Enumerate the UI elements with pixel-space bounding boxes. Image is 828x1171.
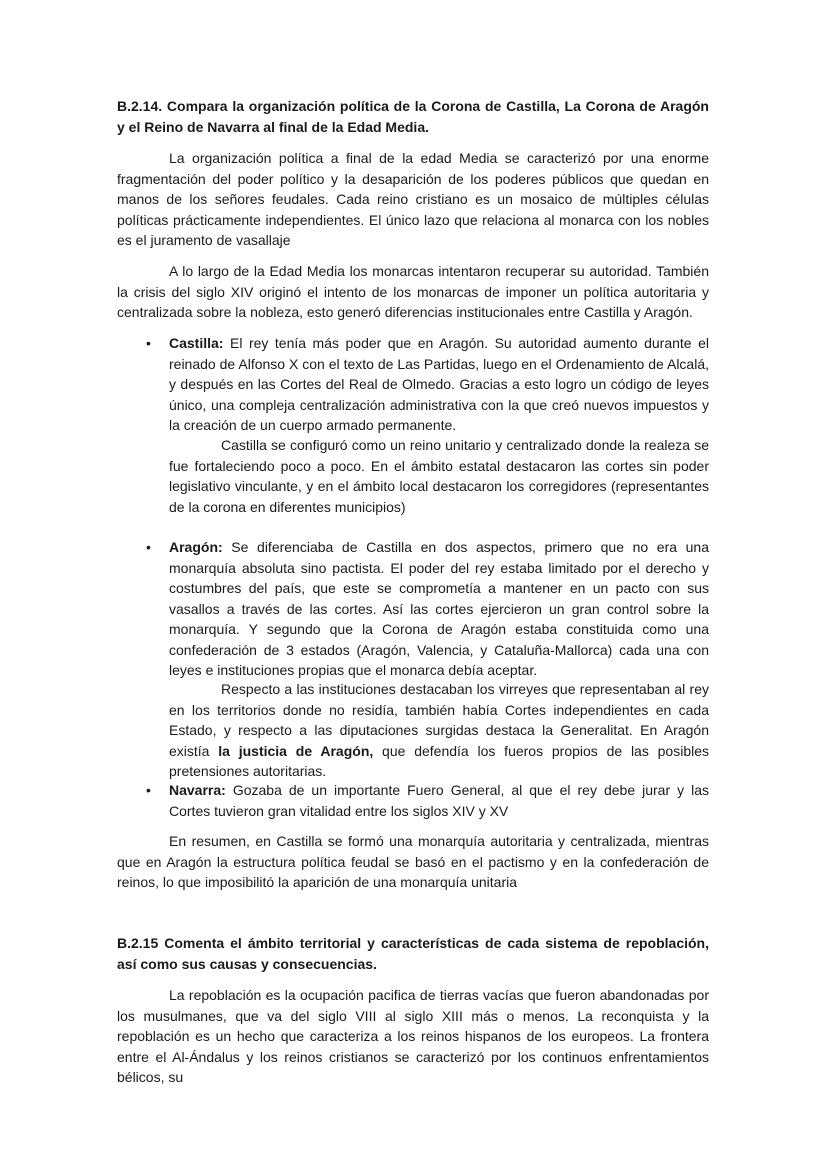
paragraph-intro: La organización política a final de la edad Media se caracterizó por una enorme fragmentación del poder político y la desaparición de los poderes públicos que quedan en manos de los señores feudales. Cada reino cristiano es un mosaico de múltiples células políticas prácticamente independientes. El único lazo que relaciona al monarca con los nobles es el juramento de vasallaje bbox=[117, 150, 709, 248]
castilla-paragraph-2: Castilla se configuró como un reino unitario y centralizado donde la realeza se fue fortaleciendo poco a poco. En el ámbito estatal destacaron las cortes sin poder legislativo vinculante, y en el ámbito local destacaron los corregidores (representantes de la corona en diferentes municipios) bbox=[169, 437, 709, 515]
aragon-text: Se diferenciaba de Castilla en dos aspectos, primero que no era una monarquía absoluta sino pactista. El poder del rey estaba limitado por el derecho y costumbres del país, que este se comprometía a mantener en un pacto con sus vasallos a través de las cortes. Así las cortes ejercieron un gran control sobre la monarquía. Y segundo que la Corona de Aragón estaba constituida como una confederación de 3 estados (Aragón, Valencia, y Cataluña-Mallorca) cada una con leyes e instituciones propias que el monarca debía aceptar. bbox=[169, 539, 709, 678]
justicia-aragon-bold: la justicia de Aragón, bbox=[218, 742, 374, 759]
paragraph-crisis: A lo largo de la Edad Media los monarcas intentaron recuperar su autoridad. También la crisis del siglo XIV originó el intento de los monarcas de imponer un política autoritaria y centralizada sobre la nobleza, esto generó diferencias institucionales entre Castilla y Aragón. bbox=[117, 263, 709, 320]
bullet-icon: • bbox=[146, 335, 151, 351]
navarra-label: Navarra: bbox=[169, 782, 226, 798]
bullet-icon: • bbox=[146, 782, 151, 798]
paragraph-repoblacion: La repoblación es la ocupación pacifica de tierras vacías que fueron abandonadas por los musulmanes, que va del siglo VIII al siglo XIII más o menos. La reconquista y la repoblación es un hecho que caracteriza a los reinos hispanos de los europeos. La frontera entre el Al-Ándalus y los reinos cristianos se caracterizó por los continuos enfrentamientos bélicos, su bbox=[117, 987, 709, 1085]
list-item-aragon bbox=[169, 537, 709, 681]
navarra-text: Gozaba de un importante Fuero General, al que el rey debe jurar y las Cortes tuvieron gran vitalidad entre los siglos XIV y XV bbox=[169, 782, 709, 819]
aragon-label: Aragón: bbox=[169, 539, 223, 555]
aragon-paragraph-2 bbox=[169, 679, 709, 782]
section-heading-b214: B.2.14. Compara la organización política de la Corona de Castilla, La Corona de Aragón y el Reino de Navarra al final de la Edad Media. bbox=[117, 98, 709, 135]
paragraph-summary: En resumen, en Castilla se formó una monarquía autoritaria y centralizada, mientras que en Aragón la estructura política feudal se basó en el pactismo y en la confederación de reinos, lo que imposibilitó la aparición de una monarquía unitaria bbox=[117, 833, 709, 890]
list-item-castilla bbox=[169, 333, 709, 436]
section-heading-b215: B.2.15 Comenta el ámbito territorial y características de cada sistema de repoblación, así como sus causas y consecuencias. bbox=[117, 935, 709, 972]
castilla-label: Castilla: bbox=[169, 335, 224, 351]
aragon-text-2a: Respecto a las instituciones destacaban los virreyes que representaban al rey en los territorios donde no residía, también había Cortes independientes en cada Estado, y respecto a las diputaciones surgidas destaca la Generalitat. En Aragón existía bbox=[169, 681, 709, 759]
castilla-text: El rey tenía más poder que en Aragón. Su autoridad aumento durante el reinado de Alfonso X con el texto de Las Partidas, luego en el Ordenamiento de Alcalá, y después en las Cortes del Real de Olmedo. Gracias a esto logro un código de leyes único, una compleja centralización administrativa con la que creó nuevos impuestos y la creación de un cuerpo armado permanente. bbox=[169, 335, 709, 433]
bullet-icon: • bbox=[146, 539, 151, 555]
aragon-text-2b: que defendía los fueros propios de las posibles pretensiones autoritarias. bbox=[169, 742, 710, 779]
list-item-navarra bbox=[169, 780, 709, 821]
